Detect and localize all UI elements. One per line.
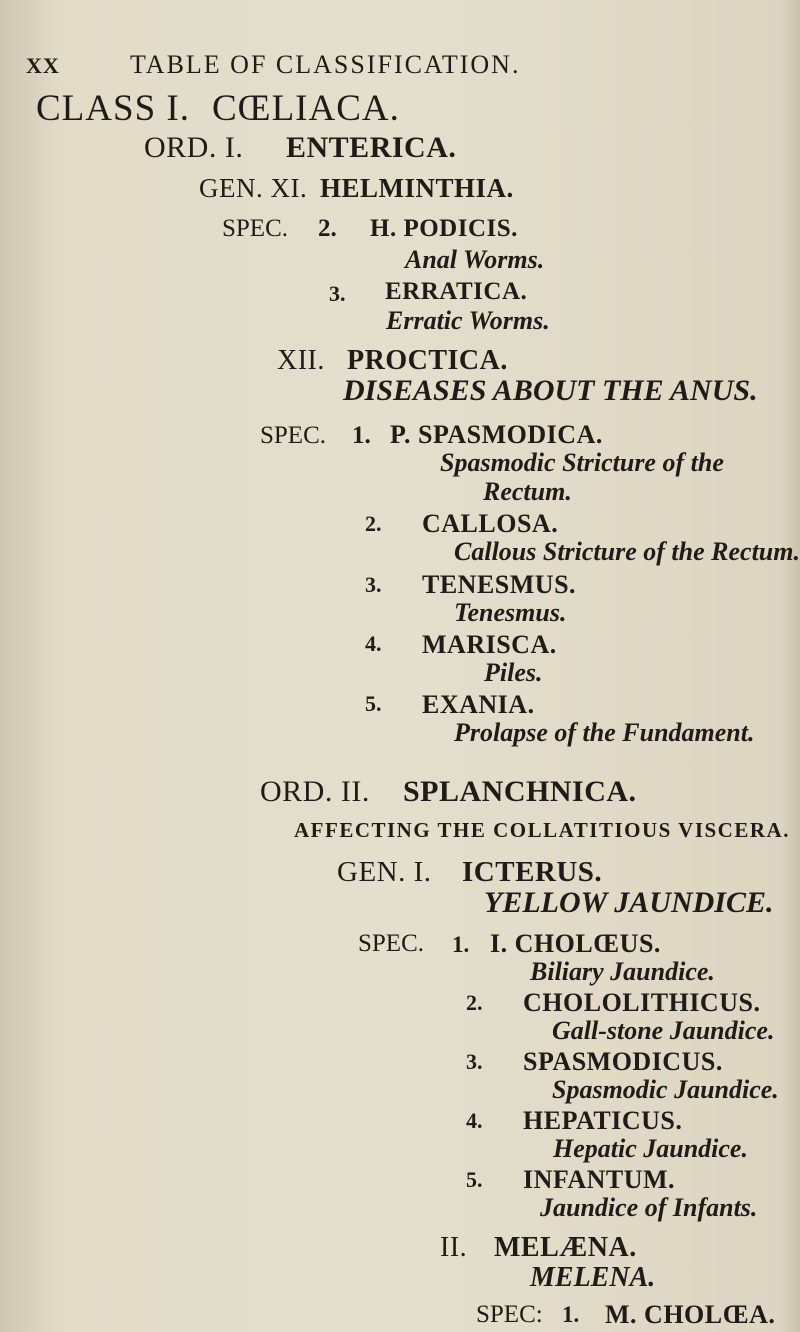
order-2-subtitle: AFFECTING THE COLLATITIOUS VISCERA. — [294, 818, 790, 842]
genus-11-label: GEN. XI. — [199, 173, 308, 203]
species-english: Spasmodic Stricture of the — [440, 448, 724, 477]
genus-2-english: MELENA. — [530, 1262, 656, 1293]
species-name: CALLOSA. — [422, 509, 559, 538]
species-english: Anal Worms. — [405, 245, 545, 274]
species-spec-label: SPEC. — [260, 422, 327, 449]
species-number: 5. — [365, 691, 382, 716]
species-number: 2. — [318, 215, 337, 242]
genus-11-name: HELMINTHIA. — [320, 173, 514, 203]
species-name: MARISCA. — [422, 630, 557, 659]
species-number: 1. — [452, 932, 470, 957]
species-name: H. PODICIS. — [370, 215, 518, 242]
species-english: Biliary Jaundice. — [530, 957, 715, 986]
genus-12-label: XII. — [277, 345, 325, 376]
species-name: CHOLOLITHICUS. — [523, 988, 761, 1017]
order-2-label: ORD. II. — [260, 775, 370, 808]
species-english-continued: Rectum. — [483, 477, 572, 506]
genus-2-label: II. — [440, 1232, 468, 1263]
species-english: Callous Stricture of the Rectum. — [454, 537, 800, 566]
species-name: EXANIA. — [422, 690, 535, 719]
species-number: 1. — [562, 1302, 580, 1327]
species-english: Prolapse of the Fundament. — [454, 718, 755, 747]
species-name: TENESMUS. — [422, 570, 577, 599]
species-english: Jaundice of Infants. — [540, 1193, 758, 1222]
species-number: 1. — [352, 422, 371, 449]
species-english: Spasmodic Jaundice. — [552, 1075, 779, 1104]
species-spec-label: SPEC. — [358, 930, 425, 957]
genus-1-english: YELLOW JAUNDICE. — [484, 886, 774, 919]
species-number: 4. — [365, 631, 382, 656]
running-title: TABLE OF CLASSIFICATION. — [130, 50, 521, 79]
species-number: 3. — [329, 281, 346, 306]
species-english: Hepatic Jaundice. — [553, 1134, 748, 1163]
order-1-label: ORD. I. — [144, 131, 244, 164]
species-name: I. CHOLŒUS. — [490, 929, 661, 958]
species-number: 5. — [466, 1167, 483, 1192]
species-english: Erratic Worms. — [386, 306, 550, 335]
species-number: 2. — [365, 511, 382, 536]
species-number: 2. — [466, 990, 483, 1015]
species-name: P. SPASMODICA. — [390, 420, 603, 449]
order-1-name: ENTERICA. — [286, 131, 457, 164]
species-english: Piles. — [484, 658, 543, 687]
species-name: SPASMODICUS. — [523, 1047, 723, 1076]
class-label: CLASS I. — [36, 88, 190, 129]
genus-12-english: DISEASES ABOUT THE ANUS. — [343, 374, 758, 407]
species-name: HEPATICUS. — [523, 1106, 683, 1135]
species-english: Tenesmus. — [454, 598, 567, 627]
species-number: 3. — [365, 572, 382, 597]
class-name: CŒLIACA. — [212, 88, 400, 129]
species-number: 3. — [466, 1049, 483, 1074]
page-number: XX — [26, 53, 60, 78]
species-spec-label: SPEC: — [476, 1301, 543, 1328]
genus-12-name: PROCTICA. — [347, 345, 508, 376]
genus-1-name: ICTERUS. — [462, 856, 603, 888]
species-english: Gall-stone Jaundice. — [552, 1016, 775, 1045]
species-name: INFANTUM. — [523, 1165, 676, 1194]
order-2-name: SPLANCHNICA. — [403, 775, 637, 808]
genus-1-label: GEN. I. — [337, 856, 432, 888]
species-name: ERRATICA. — [385, 278, 528, 305]
species-number: 4. — [466, 1108, 483, 1133]
species-spec-label: SPEC. — [222, 215, 289, 242]
species-name: M. CHOLŒA. — [605, 1300, 776, 1329]
genus-2-name: MELÆNA. — [494, 1232, 637, 1263]
